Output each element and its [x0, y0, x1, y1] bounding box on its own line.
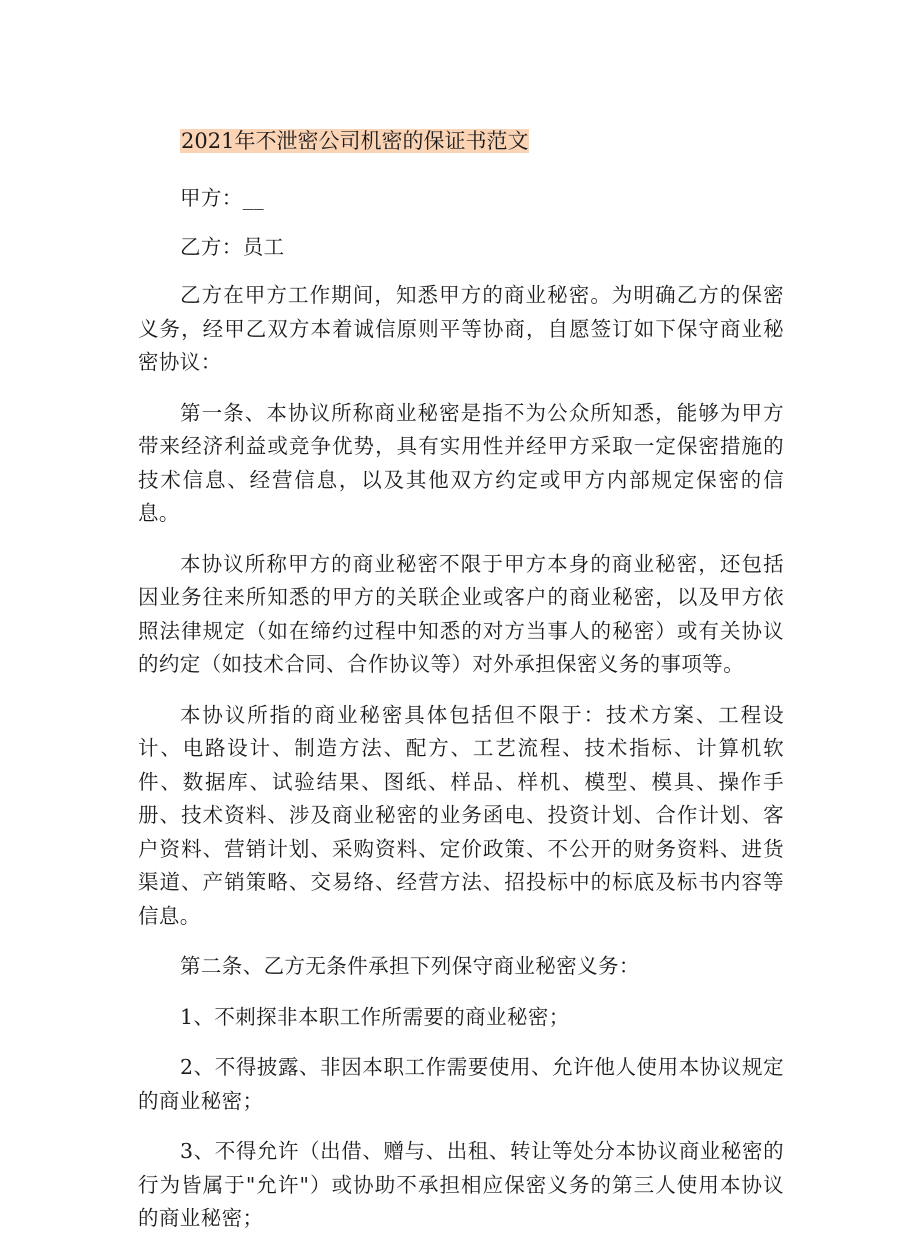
- party-b-line: 乙方：员工: [180, 234, 285, 259]
- paragraph-article-2: 第二条、乙方无条件承担下列保守商业秘密义务：: [180, 954, 640, 978]
- obligation-item-3: 3、不得允许（出借、赠与、出租、转让等处分本协议商业秘密的行为皆属于"允许"）或协助不承担相应保密义务的第三人使用本协议的商业秘密；: [138, 1139, 784, 1230]
- document-title: 2021年不泄密公司机密的保证书范文: [181, 129, 529, 153]
- party-a-line: 甲方：__: [180, 186, 264, 210]
- paragraph-article-1: 第一条、本协议所称商业秘密是指不为公众所知悉，能够为甲方带来经济利益或竞争优势，具有实用性并经甲方采取一定保密措施的技术信息、经营信息，以及其他双方约定或甲方内部规定保密的信息。: [138, 400, 784, 525]
- document-page: [138, 126, 784, 1253]
- paragraph-details: 本协议所指的商业秘密具体包括但不限于：技术方案、工程设计、电路设计、制造方法、配方、工艺流程、技术指标、计算机软件、数据库、试验结果、图纸、样品、样机、模型、模具、操作手册、技术资料、涉及商业秘密的业务函电、投资计划、合作计划、客户资料、营销计划、采购资料、定价政策、不公开的财务资料、进货渠道、产销策略、交易络、经营方法、招投标中的标底及标书内容等信息。: [138, 702, 784, 928]
- obligation-item-2: 2、不得披露、非因本职工作需要使用、允许他人使用本协议规定的商业秘密；: [138, 1055, 784, 1113]
- paragraph-intro: 乙方在甲方工作期间，知悉甲方的商业秘密。为明确乙方的保密义务，经甲乙双方本着诚信原则平等协商，自愿签订如下保守商业秘密协议：: [138, 283, 784, 374]
- paragraph-scope: 本协议所称甲方的商业秘密不限于甲方本身的商业秘密，还包括因业务往来所知悉的甲方的关联企业或客户的商业秘密，以及甲方依照法律规定（如在缔约过程中知悉的对方当事人的秘密）或有关协议的约定（如技术合同、合作协议等）对外承担保密义务的事项等。: [138, 551, 784, 676]
- title-line: [180, 126, 784, 158]
- obligation-item-1: 1、不刺探非本职工作所需要的商业秘密；: [180, 1004, 570, 1029]
